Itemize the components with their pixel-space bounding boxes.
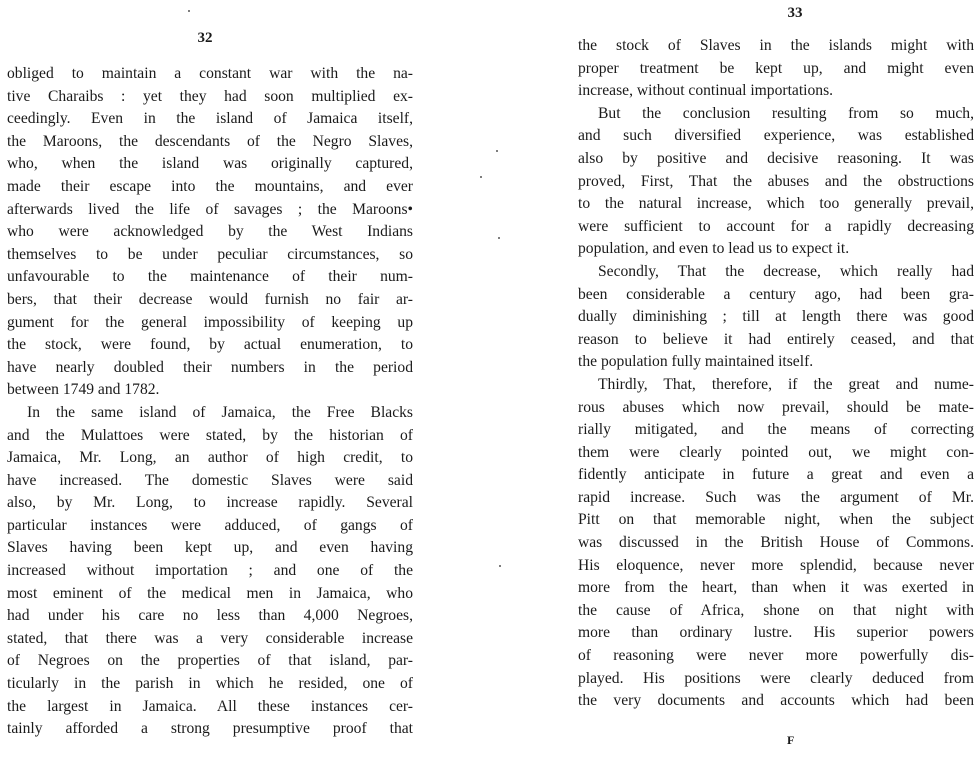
text-line: to the natural increase, which too generally prevail, — [578, 195, 974, 213]
text-line: bers, that their decrease would furnish no fair ar- — [7, 290, 413, 308]
text-line: rially mitigated, and the means of correcting — [578, 421, 974, 439]
text-line: His eloquence, never more splendid, because never — [578, 556, 974, 574]
text-line: tive Charaibs : yet they had soon multiplied ex- — [7, 87, 413, 105]
text-line: have increased. The domestic Slaves were said — [7, 471, 413, 489]
text-line: tainly afforded a strong presumptive proof that — [7, 720, 413, 738]
text-line: also by positive and decisive reasoning. It was — [578, 149, 974, 167]
text-line: were sufficient to account for a rapidly decreasing — [578, 217, 974, 235]
text-line: them were clearly pointed out, we might con- — [578, 443, 974, 461]
text-line: increase, without continual importations. — [578, 82, 834, 100]
text-line: Secondly, That the decrease, which really had — [598, 262, 974, 280]
text-line: and such diversified experience, was established — [578, 127, 974, 145]
right-page — [490, 0, 980, 763]
text-line: more from the heart, than when it was exerted in — [578, 579, 974, 597]
text-line: more than ordinary lustre. His superior powers — [578, 624, 974, 642]
text-line: But the conclusion resulting from so much, — [598, 104, 974, 122]
text-line: proper treatment be kept up, and might even — [578, 59, 974, 77]
text-line: fidently anticipate in future a great and even a — [578, 466, 974, 484]
text-line: ceedingly. Even in the island of Jamaica itself, — [7, 110, 413, 128]
text-line: the largest in Jamaica. All these instances cer- — [7, 697, 413, 715]
text-line: Thirdly, That, therefore, if the great and nume- — [598, 375, 974, 393]
ink-speck — [496, 150, 498, 152]
ink-speck — [480, 176, 482, 178]
right-page-text — [578, 35, 974, 713]
text-line: Jamaica, Mr. Long, an author of high credit, to — [7, 449, 413, 467]
text-line: most eminent of the medical men in Jamaica, who — [7, 584, 413, 602]
text-line: have nearly doubled their numbers in the period — [7, 358, 413, 376]
text-line: the cause of Africa, shone on that night with — [578, 601, 974, 619]
text-line: played. His positions were clearly deduced from — [578, 669, 974, 687]
text-line: ticularly in the parish in which he resided, one of — [7, 675, 413, 693]
ink-speck — [498, 237, 500, 239]
page-number-right: 33 — [787, 5, 803, 21]
text-line: population, and even to lead us to expect it. — [578, 240, 850, 258]
text-line: and the Mulattoes were stated, by the historian of — [7, 426, 413, 444]
text-line: increased without importation ; and one of the — [7, 562, 413, 580]
page-number-left: 32 — [197, 30, 213, 46]
text-line: stated, that there was a very considerable increase — [7, 629, 413, 647]
text-line: afterwards lived the life of savages ; the Maroons• — [7, 200, 413, 218]
left-page-text — [7, 63, 413, 741]
text-line: dually diminishing ; till at length there was good — [578, 308, 974, 326]
text-line: who, when the island was originally captured, — [7, 155, 413, 173]
text-line: the population fully maintained itself. — [578, 353, 814, 371]
text-line: the Maroons, the descendants of the Negro Slaves, — [7, 132, 413, 150]
text-line: the stock of Slaves in the islands might with — [578, 37, 974, 54]
text-line: rous abuses which now prevail, should be mate- — [578, 398, 974, 416]
text-line: proved, First, That the abuses and the obstructions — [578, 172, 974, 190]
text-line: obliged to maintain a constant war with the na- — [7, 65, 413, 82]
text-line: themselves to be under peculiar circumstances, so — [7, 245, 413, 263]
text-line: of reasoning were never more powerfully dis- — [578, 647, 974, 665]
text-line: been considerable a century ago, had been gra- — [578, 285, 974, 303]
text-line: rapid increase. Such was the argument of Mr. — [578, 488, 974, 506]
text-line: between 1749 and 1782. — [7, 381, 160, 399]
text-line: Slaves having been kept up, and even having — [7, 539, 413, 557]
text-line: particular instances were adduced, of gangs of — [7, 516, 413, 534]
text-line: the very documents and accounts which had been — [578, 692, 974, 710]
text-line: had under his care no less than 4,000 Negroes, — [7, 607, 413, 625]
text-line: gument for the general impossibility of keeping up — [7, 313, 413, 331]
text-line: unfavourable to the maintenance of their num- — [7, 268, 413, 286]
signature-mark: F — [787, 733, 795, 747]
text-line: who were acknowledged by the West Indians — [7, 223, 413, 241]
text-line: Pitt on that memorable night, when the subject — [578, 511, 974, 529]
ink-speck — [188, 10, 190, 12]
text-line: made their escape into the mountains, and ever — [7, 177, 413, 195]
text-line: also, by Mr. Long, to increase rapidly. Several — [7, 494, 413, 512]
text-line: In the same island of Jamaica, the Free Blacks — [27, 403, 413, 421]
text-line: the stock, were found, by actual enumeration, to — [7, 336, 413, 354]
text-line: reason to believe it had entirely ceased, and that — [578, 330, 974, 348]
ink-speck — [499, 565, 501, 567]
text-line: of Negroes on the properties of that island, par- — [7, 652, 413, 670]
text-line: was discussed in the British House of Commons. — [578, 534, 974, 552]
